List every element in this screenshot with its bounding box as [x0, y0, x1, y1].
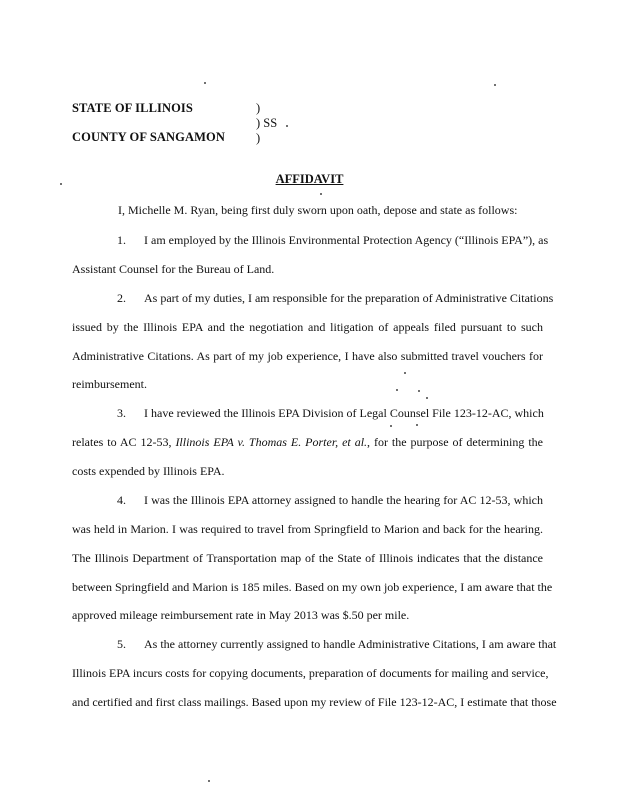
document-title: AFFIDAVIT: [275, 172, 344, 186]
paragraph-line: As the attorney currently assigned to handle Administrative Citations, I am aware that: [144, 637, 557, 651]
paragraph-number: 5.: [117, 637, 126, 651]
paragraph-line: issued by the Illinois EPA and the negotiation and litigation of appeals filed pursuant to such: [72, 320, 543, 334]
paragraph-line: was held in Marion. I was required to travel from Springfield to Marion and back for the hearing.: [72, 522, 543, 536]
scan-speck: [416, 424, 418, 426]
scan-speck: [320, 193, 322, 195]
caption-paren-top: ): [256, 101, 261, 115]
paragraph-line: approved mileage reimbursement rate in May 2013 was $.50 per mile.: [72, 608, 410, 622]
case-name: Illinois EPA v. Thomas E. Porter, et al.: [175, 435, 368, 449]
scan-speck: [404, 372, 406, 374]
paragraph-line: costs expended by Illinois EPA.: [72, 464, 225, 478]
paragraph-line: I am employed by the Illinois Environmental Protection Agency (“Illinois EPA”), as: [144, 233, 549, 247]
paragraph-line: The Illinois Department of Transportation map of the State of Illinois indicates that the distance: [72, 551, 543, 565]
scan-speck: [286, 125, 288, 127]
scan-speck: [396, 389, 398, 391]
scan-speck: [208, 780, 210, 782]
paragraph-line: and certified and first class mailings. Based upon my review of File 123-12-AC, I estimate that those: [72, 695, 557, 709]
paragraph-line: relates to AC 12-53, Illinois EPA v. Thomas E. Porter, et al., for the purpose of determining the: [72, 435, 543, 449]
paragraph-number: 1.: [117, 233, 126, 247]
paragraph-line: I have reviewed the Illinois EPA Division of Legal Counsel File 123-12-AC, which: [144, 406, 544, 420]
paragraph-line: Illinois EPA incurs costs for copying documents, preparation of documents for mailing and service,: [72, 666, 549, 680]
scan-speck: [426, 397, 428, 399]
paragraph-number: 3.: [117, 406, 126, 420]
scan-speck: [494, 84, 496, 86]
scan-speck: [390, 425, 392, 427]
caption-state: STATE OF ILLINOIS: [72, 101, 193, 115]
scan-speck: [418, 390, 420, 392]
paragraph-number: 2.: [117, 291, 126, 305]
paragraph-line: Assistant Counsel for the Bureau of Land.: [72, 262, 275, 276]
intro-statement: I, Michelle M. Ryan, being first duly sworn upon oath, depose and state as follows:: [118, 203, 518, 217]
caption-paren-bottom: ): [256, 131, 261, 145]
paragraph-line: between Springfield and Marion is 185 miles. Based on my own job experience, I am aware that the: [72, 580, 553, 594]
paragraph-number: 4.: [117, 493, 126, 507]
paragraph-line: reimbursement.: [72, 377, 147, 391]
paragraph-line: As part of my duties, I am responsible for the preparation of Administrative Citations: [144, 291, 554, 305]
scan-speck: [60, 183, 62, 185]
paragraph-line: Administrative Citations. As part of my job experience, I have also submitted travel vouchers for: [72, 349, 543, 363]
scan-speck: [204, 82, 206, 84]
paragraph-line: I was the Illinois EPA attorney assigned to handle the hearing for AC 12-53, which: [144, 493, 543, 507]
caption-paren-ss: ) SS: [256, 116, 278, 130]
caption-county: COUNTY OF SANGAMON: [72, 130, 225, 144]
